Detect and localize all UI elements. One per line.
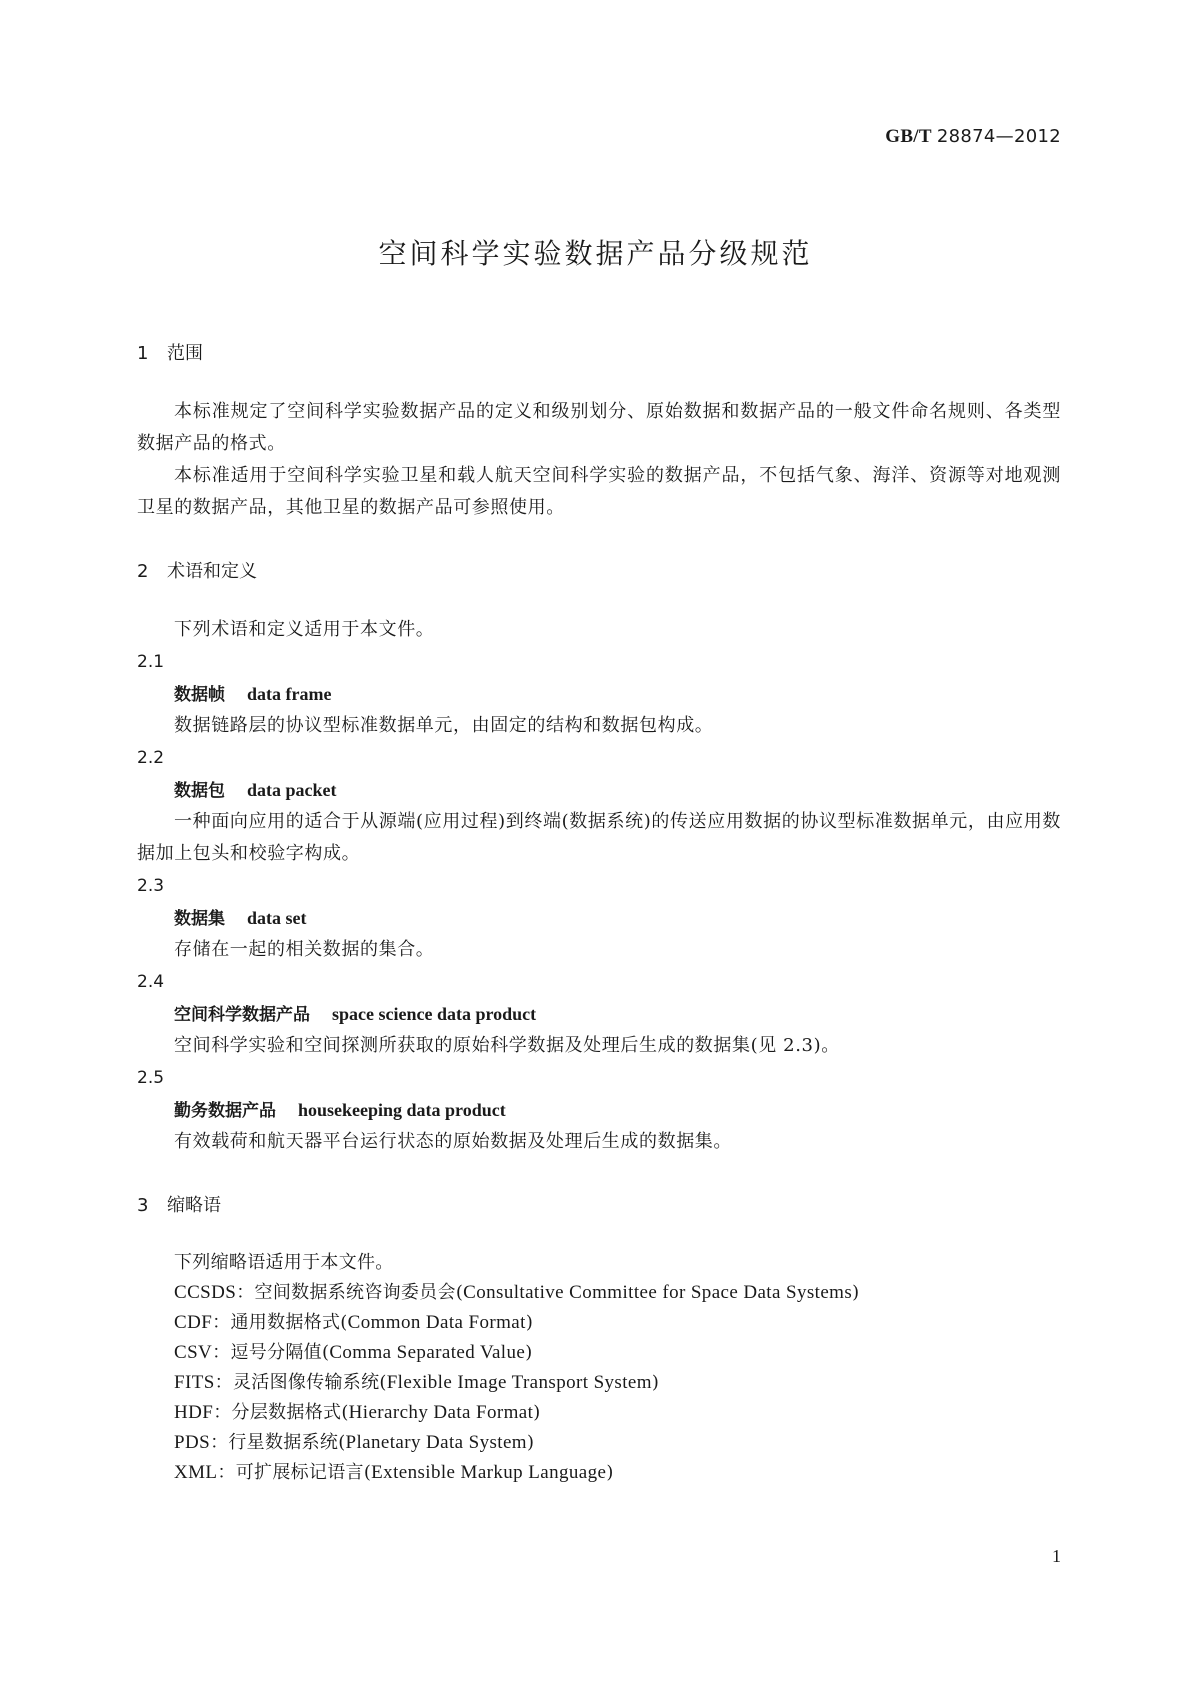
colon-separator: ： [213,1402,232,1423]
colon-separator: ： [212,1342,231,1363]
term-zh: 空间科学数据产品 [174,1005,310,1025]
standard-number: 28874—2012 [936,126,1061,147]
abbreviation-key: FITS [174,1372,215,1393]
term-en: data set [247,908,307,928]
abbreviation-zh: 空间数据系统咨询委员会 [254,1282,456,1303]
term-en: space science data product [332,1004,537,1024]
abbreviation-zh: 灵活图像传输系统 [232,1372,380,1393]
close-paren: ) [525,1342,533,1363]
abbreviation-zh: 分层数据格式 [231,1402,342,1423]
abbreviation-key: CCSDS [174,1282,237,1303]
section-title: 范围 [167,343,203,364]
standard-prefix: GB/T [885,126,932,147]
abbreviation-item [137,1338,1061,1368]
term-definition: 有效载荷和航天器平台运行状态的原始数据及处理后生成的数据集。 [174,1131,732,1152]
term-entry [137,870,1061,966]
term-zh: 数据帧 [174,685,225,705]
abbreviation-key: XML [174,1462,218,1483]
open-paren: ( [321,1342,330,1363]
open-paren: ( [340,1312,348,1333]
abbreviation-en: Consultative Committee for Space Data Systems [463,1282,853,1303]
close-paren: ) [526,1432,535,1453]
abbreviation-en: Flexible Image Transport System [386,1372,652,1393]
section-title: 缩略语 [167,1195,221,1216]
open-paren: ( [455,1282,464,1303]
abbreviation-en: Common Data Format [347,1312,526,1333]
abbreviation-key: PDS [174,1432,211,1453]
term-entry [137,966,1061,1062]
open-paren: ( [338,1432,346,1453]
abbreviation-item [137,1278,1061,1308]
close-paren: ) [651,1372,660,1393]
abbreviation-zh: 逗号分隔值 [230,1342,322,1363]
colon-separator: ： [236,1282,255,1303]
term-zh: 数据集 [174,909,225,929]
close-paren: ) [525,1312,534,1333]
term-en: housekeeping data product [298,1100,506,1120]
close-paren: ) [533,1402,541,1423]
abbreviation-key: CSV [174,1342,213,1363]
abbreviation-en: Hierarchy Data Format [348,1402,534,1423]
abbreviation-item [137,1458,1061,1488]
term-definition: 存储在一起的相关数据的集合。 [174,939,435,960]
clause-number: 2.2 [137,748,165,768]
open-paren: ( [379,1372,387,1393]
clause-number: 2.1 [137,652,165,672]
scope-paragraph: 本标准规定了空间科学实验数据产品的定义和级别划分、原始数据和数据产品的一般文件命名规则、各类型数据产品的格式。 [137,401,1061,454]
term-name [137,678,1061,710]
section-number: 2 [137,561,149,582]
abbreviation-item [137,1368,1061,1398]
section-heading-1 [137,340,1061,368]
abbreviation-zh: 通用数据格式 [230,1312,341,1333]
page-number: 1 [1052,1546,1061,1566]
colon-separator: ： [212,1312,231,1333]
colon-separator: ： [210,1432,229,1453]
abbreviation-en: Planetary Data System [345,1432,527,1453]
term-name [137,1094,1061,1126]
close-paren: ) [852,1282,860,1303]
abbreviation-key: HDF [174,1402,214,1423]
abbreviation-item [137,1428,1061,1458]
term-definition: 空间科学实验和空间探测所获取的原始科学数据及处理后生成的数据集(见 2.3)。 [174,1035,840,1056]
clause-number: 2.5 [137,1068,165,1088]
document-title: 空间科学实验数据产品分级规范 [378,237,813,270]
term-definition: 数据链路层的协议型标准数据单元，由固定的结构和数据包构成。 [174,715,714,736]
abbreviation-item [137,1308,1061,1338]
abbreviation-item [137,1398,1061,1428]
section-heading-3 [137,1192,1061,1220]
document-body [137,340,1061,1488]
scope-paragraph: 本标准适用于空间科学实验卫星和载人航天空间科学实验的数据产品，不包括气象、海洋、资源等对地观测卫星的数据产品，其他卫星的数据产品可参照使用。 [137,465,1061,518]
section-title: 术语和定义 [167,561,257,582]
term-en: data frame [247,684,332,704]
colon-separator: ： [217,1462,236,1483]
term-name [137,998,1061,1030]
term-entry [137,646,1061,742]
open-paren: ( [341,1402,349,1423]
abbreviations-intro: 下列缩略语适用于本文件。 [174,1252,394,1273]
colon-separator: ： [214,1372,233,1393]
term-zh: 数据包 [174,781,225,801]
section-number: 1 [137,343,149,364]
clause-number: 2.4 [137,972,165,992]
section-number: 3 [137,1195,149,1216]
section-heading-2 [137,558,1061,586]
term-en: data packet [247,780,337,800]
abbreviation-zh: 行星数据系统 [228,1432,339,1453]
term-name [137,902,1061,934]
terms-intro: 下列术语和定义适用于本文件。 [174,619,435,640]
abbreviation-en: Extensible Markup Language [371,1462,607,1483]
standard-code [885,126,1061,148]
term-entry [137,1062,1061,1158]
abbreviation-list [137,1278,1061,1488]
term-name [137,774,1061,806]
abbreviation-key: CDF [174,1312,213,1333]
term-entry [137,742,1061,870]
abbreviation-en: Comma Separated Value [329,1342,526,1363]
term-definition: 一种面向应用的适合于从源端(应用过程)到终端(数据系统)的传送应用数据的协议型标准数据单元，由应用数据加上包头和校验字构成。 [137,811,1061,864]
abbreviation-zh: 可扩展标记语言 [235,1462,364,1483]
term-zh: 勤务数据产品 [174,1101,276,1121]
close-paren: ) [606,1462,614,1483]
open-paren: ( [363,1462,372,1483]
clause-number: 2.3 [137,876,165,896]
